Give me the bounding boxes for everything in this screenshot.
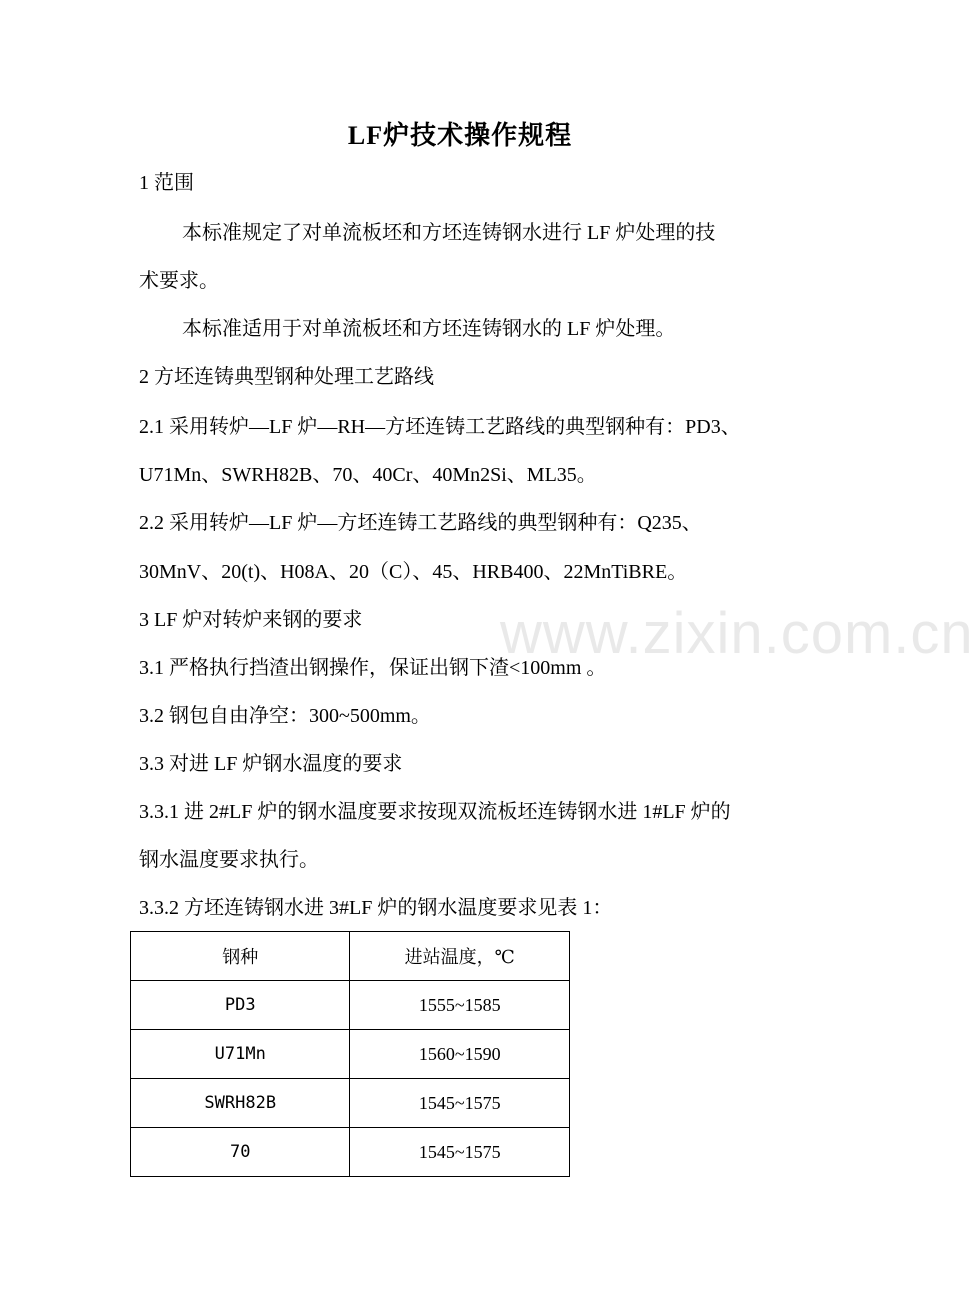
- paragraph-line: 3.3.1 进 2#LF 炉的钢水温度要求按现双流板坯连铸钢水进 1#LF 炉的: [139, 801, 731, 823]
- paragraph-line: 本标准适用于对单流板坯和方坯连铸钢水的 LF 炉处理。: [182, 318, 676, 340]
- table-row: [131, 1128, 570, 1177]
- table-cell-grade: PD3: [131, 981, 350, 1030]
- watermark: www.zixin.com.cn: [500, 601, 974, 666]
- table-row: [131, 981, 570, 1030]
- table-cell-temperature: 1560~1590: [350, 1030, 570, 1079]
- table-header-cell: 进站温度，℃: [350, 932, 570, 981]
- document-title: LF炉技术操作规程: [347, 121, 573, 150]
- temperature-table: [130, 931, 570, 1177]
- section-heading-route: 2 方坯连铸典型钢种处理工艺路线: [139, 366, 434, 388]
- table-cell-temperature: 1555~1585: [350, 981, 570, 1030]
- table-header-cell: 钢种: [131, 932, 350, 981]
- paragraph-line: 2.2 采用转炉—LF 炉—方坯连铸工艺路线的典型钢种有：Q235、: [139, 512, 702, 534]
- paragraph-line: 30MnV、20(t)、H08A、20（C）、45、HRB400、22MnTiBRE。: [139, 561, 688, 583]
- section-heading-requirements: 3 LF 炉对转炉来钢的要求: [139, 609, 363, 631]
- paragraph-line: 2.1 采用转炉—LF 炉—RH—方坯连铸工艺路线的典型钢种有：PD3、: [139, 416, 741, 438]
- paragraph-line: 3.1 严格执行挡渣出钢操作，保证出钢下渣<100mm 。: [139, 657, 607, 679]
- paragraph-line: 本标准规定了对单流板坯和方坯连铸钢水进行 LF 炉处理的技: [182, 222, 716, 244]
- table-cell-grade: 70: [131, 1128, 350, 1177]
- table-row: [131, 1079, 570, 1128]
- table-cell-grade: SWRH82B: [131, 1079, 350, 1128]
- paragraph-line: 3.3.2 方坯连铸钢水进 3#LF 炉的钢水温度要求见表 1：: [139, 897, 613, 919]
- paragraph-line: U71Mn、SWRH82B、70、40Cr、40Mn2Si、ML35。: [139, 464, 597, 486]
- paragraph-line: 术要求。: [139, 270, 219, 292]
- table-cell-temperature: 1545~1575: [350, 1079, 570, 1128]
- table-row: [131, 1030, 570, 1079]
- paragraph-line: 3.3 对进 LF 炉钢水温度的要求: [139, 753, 403, 775]
- paragraph-line: 钢水温度要求执行。: [139, 849, 319, 871]
- table-cell-temperature: 1545~1575: [350, 1128, 570, 1177]
- paragraph-line: 3.2 钢包自由净空：300~500mm。: [139, 705, 431, 727]
- section-heading-scope: 1 范围: [139, 172, 194, 194]
- table-cell-grade: U71Mn: [131, 1030, 350, 1079]
- table-header-row: [131, 932, 570, 981]
